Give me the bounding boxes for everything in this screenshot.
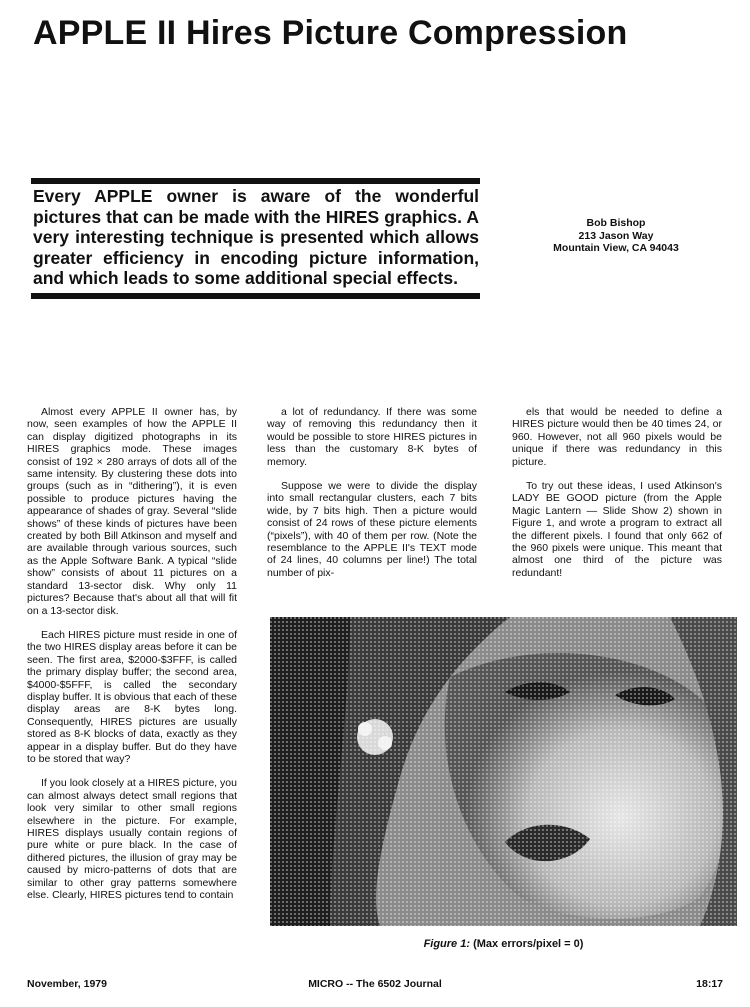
footer-page-number: 18:17 [696,978,723,990]
column-1 [27,406,237,913]
author-street: 213 Jason Way [578,229,654,242]
footer-date: November, 1979 [27,978,107,990]
author-block [530,217,702,255]
author-name: Bob Bishop [586,217,646,229]
paragraph: Almost every APPLE II owner has, by now, seen examples of how the APPLE II can display digitized photographs in its HIRES graphics mode. These images consist of 192 × 280 arrays of dots all of the same intensity. By clustering these dots into groups (such as in “dithering”), it is even possible to produce pictures having the appearance of shades of gray. Several “slide shows” of these kinds of pictures have been created by both Bill Atkinson and myself and are available through various sources, such as the Apple Software Bank. A typical “slide show” consists of about 11 pictures on a standard 13-sector disk. Why only 11 pictures? Because that's about all that will fit on a 13-sector disk. [27,406,237,617]
paragraph: els that would be needed to define a HIRES picture would then be 40 times 24, or 960. However, not all 960 pixels would be unique if there was redundancy in this picture. [512,406,722,468]
paragraph: If you look closely at a HIRES picture, you can almost always detect small regions that look very similar to other small regions elsewhere in the picture. For example, HIRES displays usually contain regions of pure white or pure black. In the case of dithered pictures, the illusion of gray may be caused by micro-patterns of dots that are similar to other gray patterns somewhere else. Clearly, HIRES pictures tend to contain [27,777,237,902]
column-3 [512,406,722,591]
article-title: APPLE II Hires Picture Compression [33,14,628,52]
footer-journal: MICRO -- The 6502 Journal [308,978,442,990]
author-city: Mountain View, CA 94043 [553,242,679,254]
paragraph: a lot of redundancy. If there was some way of removing this redundancy then it would be possible to store HIRES pictures in less than the customary 8-K bytes of memory. [267,406,477,468]
paragraph: Each HIRES picture must reside in one of the two HIRES display areas before it can be seen. The first area, $2000-$3FFF, is called the primary display buffer; the second area, $4000-$5FFF, is called the secondary display buffer. It is obvious that each of these display areas are 8-K bytes long. Consequently, HIRES pictures are usually stored as 8-K blocks of data, exactly as they appear in a display buffer. But do they have to be stored that way? [27,628,237,765]
figure-caption [270,938,737,950]
paragraph: To try out these ideas, I used Atkinson's LADY BE GOOD picture (from the Apple Magic Lantern — Slide Show 2) shown in Figure 1, and wrote a program to extract all the different pixels. I found that only 662 of the 960 pixels were unique. This meant that almost one third of the picture was redundant! [512,480,722,579]
abstract: Every APPLE owner is aware of the wonderful pictures that can be made with the HIRES graphics. A very interesting technique is presented which allows greater efficiency in encoding picture information, and which leads to some additional special effects. [33,186,479,288]
bottom-rule [31,293,480,299]
paragraph: Suppose we were to divide the display into small rectangular clusters, each 7 bits wide, by 7 bits high. Then a picture would consist of 24 rows of these picture elements (“pixels”), with 40 of them per row. (Note the resemblance to the APPLE II's TEXT mode of 24 lines, 40 columns per line!) The total number of pix- [267,480,477,579]
figure-label: Figure 1: [423,938,471,950]
figure-1-dithered-portrait [270,617,737,926]
top-rule [31,178,480,184]
figure-caption-text: (Max errors/pixel = 0) [473,938,584,950]
column-2 [267,406,477,591]
